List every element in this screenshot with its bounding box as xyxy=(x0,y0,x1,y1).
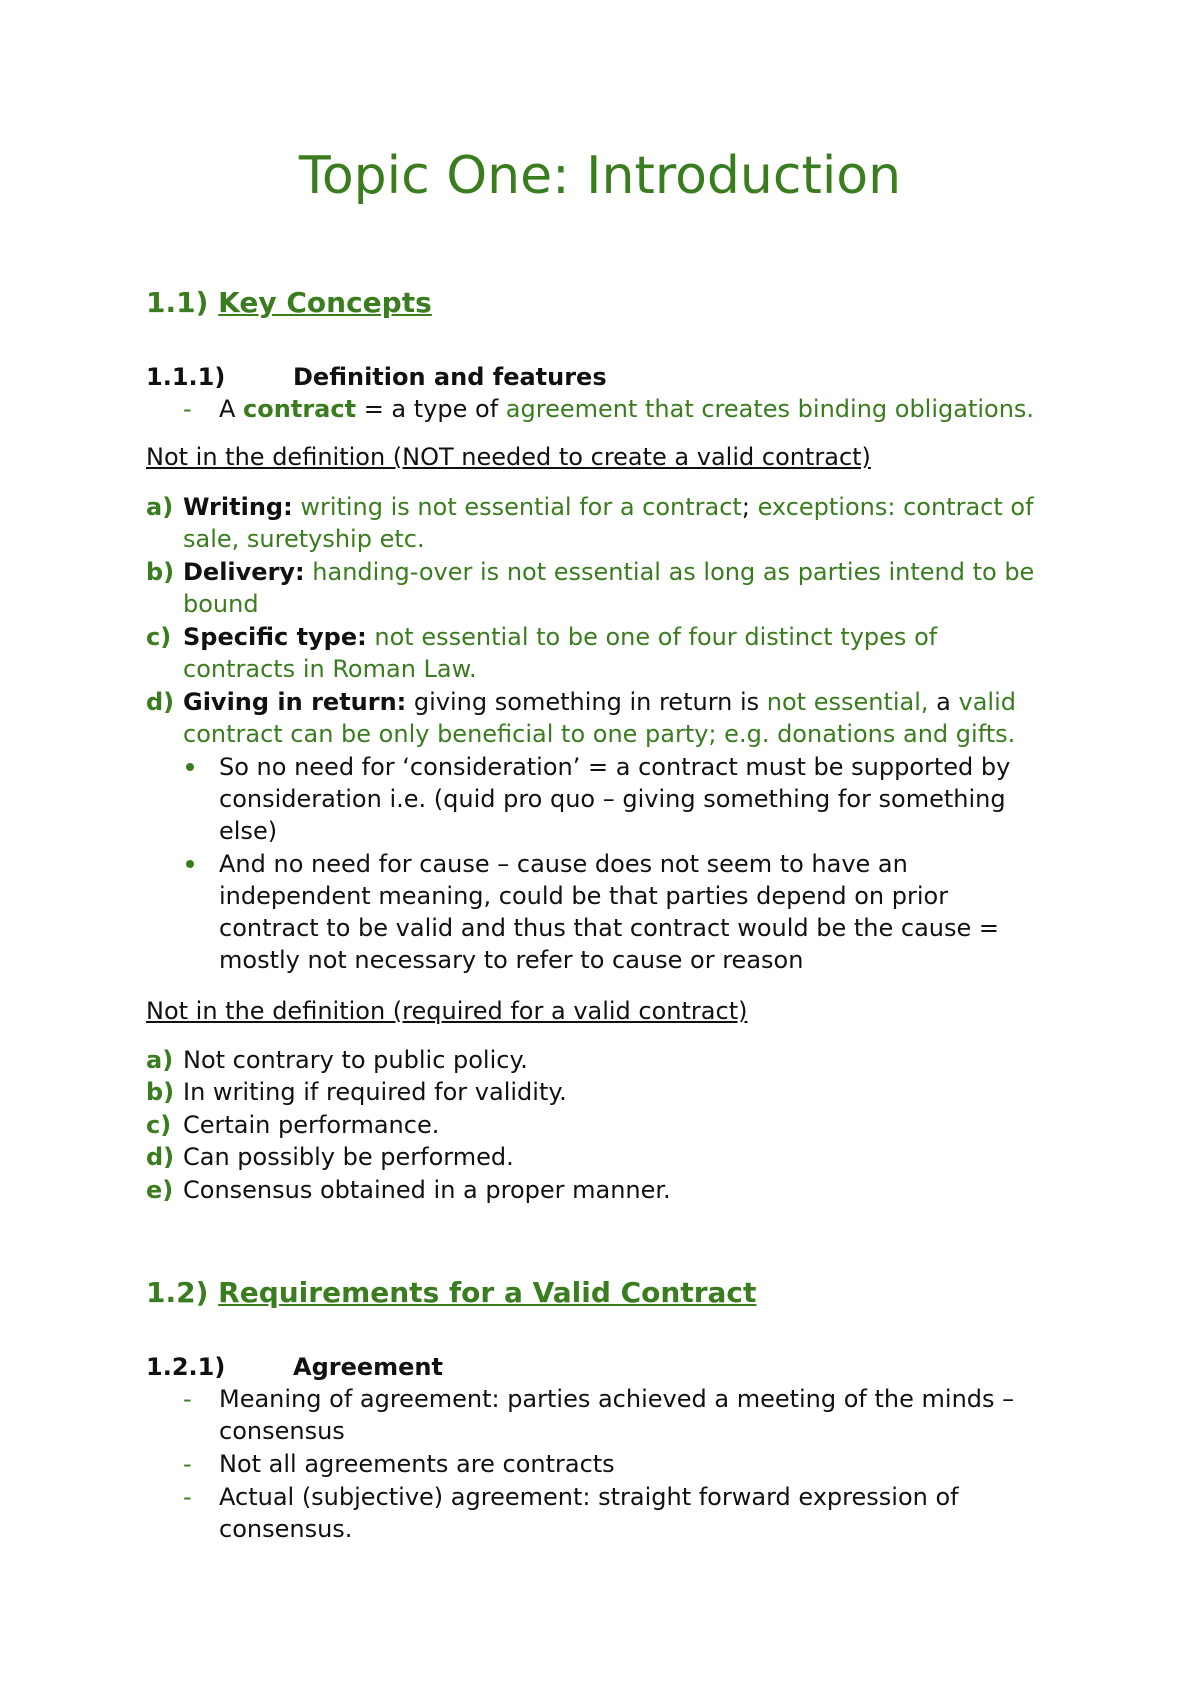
subsection-title: Definition and features xyxy=(293,363,607,391)
subsection-number: 1.2.1) xyxy=(146,1353,226,1381)
list-item-continuation: sale, suretyship etc. xyxy=(183,525,425,553)
item-text: exceptions: contract of xyxy=(757,493,1034,521)
dash-marker: - xyxy=(183,395,192,423)
required-item: Can possibly be performed. xyxy=(183,1143,514,1171)
dash-marker: - xyxy=(183,1483,192,1511)
required-item: Certain performance. xyxy=(183,1111,440,1139)
bullet-line: consideration i.e. (quid pro quo – giving something for something xyxy=(219,785,1006,813)
list-item-giving-in-return xyxy=(183,687,1016,717)
bullet-icon xyxy=(186,763,194,771)
contract-definition xyxy=(219,394,1034,424)
dash-item-line: Not all agreements are contracts xyxy=(219,1450,615,1478)
dash-marker: - xyxy=(183,1385,192,1413)
subsection-heading-agreement xyxy=(146,1352,443,1382)
item-label: Specific type: xyxy=(183,623,367,651)
bullet-line: mostly not necessary to refer to cause or reason xyxy=(219,946,804,974)
section-number: 1.1) xyxy=(146,286,209,319)
bullet-icon xyxy=(186,860,194,868)
definition-term: contract xyxy=(243,395,357,423)
dash-item-line: consensus. xyxy=(219,1515,353,1543)
section-title: Requirements for a Valid Contract xyxy=(218,1276,757,1309)
bullet-line: And no need for cause – cause does not seem to have an xyxy=(219,850,908,878)
item-text-highlight: not essential, xyxy=(766,688,929,716)
bullet-line: else) xyxy=(219,817,278,845)
definition-rest: agreement that creates binding obligations. xyxy=(505,395,1035,423)
list-marker: b) xyxy=(146,1078,175,1106)
bullet-line: independent meaning, could be that parties depend on prior xyxy=(219,882,949,910)
definition-middle: = a type of xyxy=(356,395,506,423)
dash-item-line: consensus xyxy=(219,1417,345,1445)
item-text: not essential to be one of four distinct types of xyxy=(366,623,938,651)
section-title: Key Concepts xyxy=(218,286,432,319)
dash-item-line: Meaning of agreement: parties achieved a meeting of the minds – xyxy=(219,1385,1015,1413)
list-marker: c) xyxy=(146,623,172,651)
required-item: Not contrary to public policy. xyxy=(183,1046,528,1074)
item-separator: ; xyxy=(741,493,758,521)
item-label: Writing: xyxy=(183,493,293,521)
list-marker: a) xyxy=(146,493,174,521)
section-heading-key-concepts xyxy=(146,286,432,320)
item-text: giving something in return is xyxy=(406,688,767,716)
required-item: Consensus obtained in a proper manner. xyxy=(183,1176,671,1204)
item-text: handing-over is not essential as long as parties intend to be xyxy=(304,558,1035,586)
item-label: Giving in return: xyxy=(183,688,407,716)
list-item-continuation: bound xyxy=(183,590,259,618)
list-marker: c) xyxy=(146,1111,172,1139)
dash-item-line: Actual (subjective) agreement: straight forward expression of xyxy=(219,1483,959,1511)
subsection-title: Agreement xyxy=(293,1353,443,1381)
item-text: a xyxy=(928,688,959,716)
section-heading-requirements xyxy=(146,1276,756,1310)
list-item-specific-type xyxy=(183,622,937,652)
list-item-continuation: contract can be only beneficial to one party; e.g. donations and gifts. xyxy=(183,720,1016,748)
dash-marker: - xyxy=(183,1450,192,1478)
required-item: In writing if required for validity. xyxy=(183,1078,567,1106)
list-marker: d) xyxy=(146,1143,175,1171)
bullet-line: So no need for ‘consideration’ = a contract must be supported by xyxy=(219,753,1011,781)
item-label: Delivery: xyxy=(183,558,305,586)
item-text: writing is not essential for a contract xyxy=(292,493,742,521)
page-title: Topic One: Introduction xyxy=(298,146,902,206)
not-needed-heading: Not in the definition (NOT needed to create a valid contract) xyxy=(146,443,871,471)
subsection-number: 1.1.1) xyxy=(146,363,226,391)
list-item-writing xyxy=(183,492,1034,522)
section-number: 1.2) xyxy=(146,1276,209,1309)
definition-prefix: A xyxy=(219,395,244,423)
required-heading: Not in the definition (required for a valid contract) xyxy=(146,997,748,1025)
list-item-delivery xyxy=(183,557,1034,587)
list-marker: a) xyxy=(146,1046,174,1074)
list-marker: d) xyxy=(146,688,175,716)
list-marker: b) xyxy=(146,558,175,586)
bullet-line: contract to be valid and thus that contract would be the cause = xyxy=(219,914,1000,942)
list-item-continuation: contracts in Roman Law. xyxy=(183,655,477,683)
list-marker: e) xyxy=(146,1176,174,1204)
item-text-highlight: valid xyxy=(958,688,1016,716)
subsection-heading-definition xyxy=(146,362,607,392)
